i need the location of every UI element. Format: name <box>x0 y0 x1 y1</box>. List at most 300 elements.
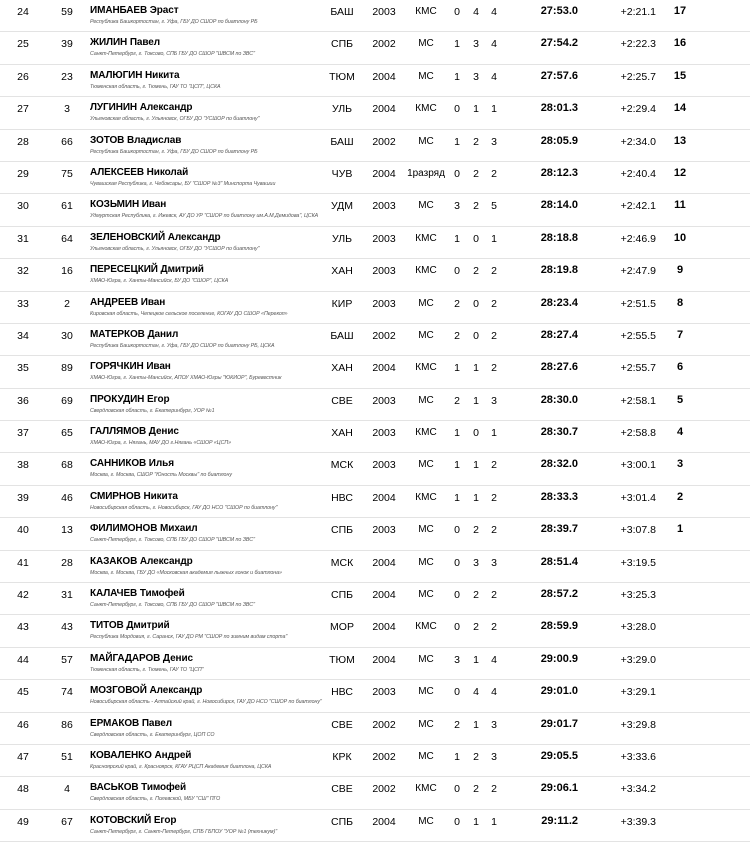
birth-year-cell: 2003 <box>372 524 396 537</box>
team-info: Свердловская область, г. Полевской, МБУ "СШ" ПГО <box>90 796 221 803</box>
birth-year-cell: 2002 <box>372 783 396 796</box>
sport-rank-cell: МС <box>418 200 434 212</box>
athlete-name: КОВАЛЕНКО Андрей <box>90 749 192 761</box>
birth-year-cell: 2003 <box>372 6 396 18</box>
region-cell: КРК <box>332 750 352 763</box>
time-behind-cell: +2:47.9 <box>620 265 656 278</box>
penalty-2-cell: 2 <box>473 524 479 537</box>
penalty-2-cell: 2 <box>473 135 479 148</box>
table-row <box>0 615 750 647</box>
bib-cell: 3 <box>64 103 70 116</box>
time-behind-cell: +3:25.3 <box>620 589 656 602</box>
table-row <box>0 292 750 324</box>
place-cell: 27 <box>17 103 29 116</box>
penalty-1-cell: 0 <box>454 167 460 180</box>
team-info: Республика Мордовия, г. Саранск, ГАУ ДО РМ "СШОР по зимним видам спорта" <box>90 634 288 641</box>
region-cell: СПБ <box>330 815 354 828</box>
penalty-total-cell: 2 <box>491 459 497 472</box>
place-cell: 25 <box>17 38 29 51</box>
penalty-total-cell: 4 <box>491 686 497 699</box>
athlete-name: МОЗГОВОЙ Александр <box>90 685 203 697</box>
penalty-2-cell: 1 <box>473 394 479 407</box>
sport-rank-cell: МС <box>418 750 434 762</box>
sport-rank-cell: КМС <box>415 491 437 503</box>
region-cell: СПБ <box>330 589 354 602</box>
penalty-1-cell: 0 <box>454 783 460 796</box>
bib-cell: 13 <box>61 524 73 537</box>
result-time-cell: 28:23.4 <box>540 296 578 309</box>
result-time-cell: 28:19.8 <box>540 264 578 277</box>
result-time-cell: 28:39.7 <box>540 523 578 536</box>
points-cell: 9 <box>676 264 684 277</box>
team-info: ХМАО-Югра, г. Нягань, МАУ ДО г.Нягань «СШОР «ЦСП» <box>90 440 232 447</box>
bib-cell: 23 <box>61 70 73 83</box>
result-time-cell: 29:11.2 <box>541 814 578 827</box>
penalty-1-cell: 0 <box>454 524 460 537</box>
birth-year-cell: 2003 <box>372 297 396 310</box>
region-cell: БАШ <box>330 135 354 148</box>
bib-cell: 43 <box>61 621 73 634</box>
place-cell: 26 <box>17 70 29 83</box>
athlete-name: МАТЕРКОВ Данил <box>90 328 179 340</box>
sport-rank-cell: КМС <box>415 232 437 244</box>
sport-rank-cell: КМС <box>415 621 437 633</box>
points-cell: 3 <box>676 458 684 471</box>
penalty-1-cell: 1 <box>454 232 460 245</box>
penalty-total-cell: 4 <box>491 70 497 83</box>
bib-cell: 75 <box>61 167 73 180</box>
time-behind-cell: +3:29.1 <box>620 686 656 699</box>
penalty-1-cell: 0 <box>454 621 460 634</box>
team-info: Санкт-Петербург, г. Токсово, СПБ ГБУ ДО СШОР "ШВСМ по ЗВС" <box>90 51 255 58</box>
sport-rank-cell: МС <box>418 589 434 601</box>
penalty-1-cell: 1 <box>454 135 460 148</box>
bib-cell: 16 <box>61 265 73 278</box>
table-row <box>0 97 750 129</box>
sport-rank-cell: МС <box>418 653 434 665</box>
time-behind-cell: +2:58.1 <box>620 394 656 407</box>
table-row <box>0 648 750 680</box>
penalty-total-cell: 1 <box>491 103 497 116</box>
place-cell: 29 <box>17 167 29 180</box>
time-behind-cell: +2:22.3 <box>620 38 656 51</box>
time-behind-cell: +2:55.5 <box>620 329 656 342</box>
birth-year-cell: 2003 <box>372 394 396 407</box>
time-behind-cell: +3:07.8 <box>620 524 656 537</box>
birth-year-cell: 2004 <box>372 70 396 83</box>
athlete-name: КОЗЬМИН Иван <box>90 199 167 211</box>
bib-cell: 30 <box>61 329 73 342</box>
time-behind-cell: +3:19.5 <box>620 556 656 569</box>
time-behind-cell: +3:29.0 <box>620 653 656 666</box>
penalty-2-cell: 2 <box>473 621 479 634</box>
bib-cell: 2 <box>64 297 70 310</box>
athlete-name: ЖИЛИН Павел <box>90 37 161 49</box>
place-cell: 48 <box>17 783 29 796</box>
penalty-total-cell: 2 <box>491 491 497 504</box>
penalty-1-cell: 1 <box>454 491 460 504</box>
sport-rank-cell: КМС <box>415 783 437 795</box>
place-cell: 32 <box>17 265 29 278</box>
sport-rank-cell: МС <box>418 329 434 341</box>
table-row <box>0 324 750 356</box>
bib-cell: 86 <box>61 718 73 731</box>
place-cell: 41 <box>17 556 29 569</box>
sport-rank-cell: МС <box>418 70 434 82</box>
time-behind-cell: +2:58.8 <box>620 427 656 440</box>
team-info: Москва, г. Москва, СШОР "Юность Москвы" по биатлону <box>90 472 232 479</box>
table-row <box>0 194 750 226</box>
birth-year-cell: 2002 <box>372 718 396 731</box>
birth-year-cell: 2004 <box>372 491 396 504</box>
penalty-total-cell: 2 <box>491 167 497 180</box>
birth-year-cell: 2004 <box>372 362 396 375</box>
time-behind-cell: +2:25.7 <box>620 70 656 83</box>
place-cell: 35 <box>17 362 29 375</box>
place-cell: 30 <box>17 200 29 213</box>
place-cell: 49 <box>17 815 29 828</box>
region-cell: НВС <box>331 491 353 504</box>
penalty-2-cell: 0 <box>473 232 479 245</box>
team-info: Кировская область, Чепецкое сельское поселение, КОГАУ ДО СШОР «Перекоп» <box>90 310 288 317</box>
penalty-1-cell: 1 <box>454 70 460 83</box>
sport-rank-cell: МС <box>418 556 434 568</box>
sport-rank-cell: МС <box>418 297 434 309</box>
penalty-total-cell: 2 <box>491 362 497 375</box>
penalty-1-cell: 1 <box>454 362 460 375</box>
result-time-cell: 28:57.2 <box>540 588 578 601</box>
region-cell: МОР <box>330 621 354 634</box>
sport-rank-cell: КМС <box>415 103 437 115</box>
penalty-total-cell: 2 <box>491 524 497 537</box>
bib-cell: 4 <box>64 783 70 796</box>
birth-year-cell: 2004 <box>372 653 396 666</box>
table-row <box>0 227 750 259</box>
athlete-name: ПЕРЕСЕЦКИЙ Дмитрий <box>90 264 204 276</box>
penalty-total-cell: 3 <box>491 135 497 148</box>
points-cell: 14 <box>673 102 687 115</box>
points-cell: 11 <box>674 199 686 212</box>
penalty-total-cell: 2 <box>491 621 497 634</box>
table-row <box>0 486 750 518</box>
region-cell: ХАН <box>331 427 353 440</box>
team-info: Тюменская область, г. Тюмень, ГАУ ТО "ЦСП" <box>90 666 204 673</box>
penalty-2-cell: 1 <box>473 718 479 731</box>
athlete-name: АНДРЕЕВ Иван <box>90 296 166 308</box>
points-cell: 6 <box>676 361 684 374</box>
result-time-cell: 27:54.2 <box>540 37 578 50</box>
sport-rank-cell: КМС <box>415 427 437 439</box>
place-cell: 37 <box>17 427 29 440</box>
place-cell: 44 <box>17 653 29 666</box>
time-behind-cell: +3:00.1 <box>620 459 656 472</box>
penalty-1-cell: 2 <box>454 718 460 731</box>
place-cell: 40 <box>17 524 29 537</box>
region-cell: СВЕ <box>331 718 353 731</box>
table-row <box>0 65 750 97</box>
place-cell: 42 <box>17 589 29 602</box>
region-cell: СВЕ <box>331 394 353 407</box>
points-cell: 2 <box>676 490 684 503</box>
penalty-1-cell: 2 <box>454 394 460 407</box>
table-row <box>0 453 750 485</box>
bib-cell: 59 <box>61 6 73 18</box>
points-cell: 16 <box>673 37 687 50</box>
place-cell: 28 <box>17 135 29 148</box>
athlete-name: ФИЛИМОНОВ Михаил <box>90 523 198 535</box>
penalty-1-cell: 0 <box>454 556 460 569</box>
table-row <box>0 259 750 291</box>
result-time-cell: 28:18.8 <box>540 231 578 244</box>
time-behind-cell: +2:51.5 <box>620 297 656 310</box>
table-row <box>0 551 750 583</box>
athlete-name: ВАСЬКОВ Тимофей <box>90 782 187 794</box>
result-time-cell: 29:00.9 <box>540 652 578 665</box>
penalty-2-cell: 4 <box>473 6 479 18</box>
penalty-2-cell: 1 <box>473 362 479 375</box>
place-cell: 38 <box>17 459 29 472</box>
region-cell: МСК <box>330 459 354 472</box>
time-behind-cell: +2:42.1 <box>620 200 656 213</box>
penalty-total-cell: 4 <box>491 6 497 18</box>
points-cell: 4 <box>676 426 684 439</box>
result-time-cell: 29:01.7 <box>540 717 578 730</box>
place-cell: 24 <box>17 6 29 18</box>
penalty-total-cell: 3 <box>491 556 497 569</box>
birth-year-cell: 2003 <box>372 265 396 278</box>
sport-rank-cell: МС <box>418 686 434 698</box>
result-time-cell: 28:30.7 <box>540 426 578 439</box>
result-time-cell: 29:05.5 <box>540 749 578 762</box>
penalty-1-cell: 1 <box>454 427 460 440</box>
points-cell: 15 <box>673 69 687 82</box>
athlete-name: СМИРНОВ Никита <box>90 490 178 502</box>
points-cell: 8 <box>676 296 684 309</box>
birth-year-cell: 2003 <box>372 459 396 472</box>
athlete-name: АЛЕКСЕЕВ Николай <box>90 166 189 178</box>
sport-rank-cell: МС <box>418 718 434 730</box>
penalty-1-cell: 0 <box>454 589 460 602</box>
table-row <box>0 356 750 388</box>
penalty-1-cell: 0 <box>454 686 460 699</box>
team-info: Республика Башкортостан, г. Уфа, ГБУ ДО СШОР по биатлону РБ <box>90 19 258 25</box>
athlete-name: ИМАНБАЕВ Эраст <box>90 5 179 16</box>
penalty-2-cell: 2 <box>473 200 479 213</box>
penalty-total-cell: 3 <box>491 394 497 407</box>
birth-year-cell: 2003 <box>372 200 396 213</box>
sport-rank-cell: МС <box>418 815 434 827</box>
table-row <box>0 518 750 550</box>
bib-cell: 51 <box>61 750 73 763</box>
birth-year-cell: 2003 <box>372 686 396 699</box>
team-info: ХМАО-Югра, г. Ханты-Мансийск, АПОУ ХМАО-Югры "ЮКИОР", Буревестник <box>90 375 282 382</box>
team-info: Ульяновская область, г. Ульяновск, ОГБУ ДО "УСШОР по биатлону" <box>90 245 260 252</box>
bib-cell: 64 <box>61 232 73 245</box>
athlete-name: ЗОТОВ Владислав <box>90 134 182 146</box>
region-cell: ХАН <box>331 265 353 278</box>
points-cell: 5 <box>676 393 684 406</box>
birth-year-cell: 2004 <box>372 556 396 569</box>
team-info: Красноярский край, г. Красноярск, КГАУ РЦСП Академия биатлона, ЦСКА <box>90 763 272 770</box>
place-cell: 34 <box>17 329 29 342</box>
result-time-cell: 28:12.3 <box>540 166 578 179</box>
table-row <box>0 162 750 194</box>
time-behind-cell: +3:28.0 <box>620 621 656 634</box>
penalty-1-cell: 1 <box>454 750 460 763</box>
penalty-1-cell: 2 <box>454 329 460 342</box>
time-behind-cell: +2:46.9 <box>620 232 656 245</box>
bib-cell: 28 <box>61 556 73 569</box>
penalty-total-cell: 4 <box>491 38 497 51</box>
team-info: Новосибирская область, г. Новосибирск, ГАУ ДО НСО "СШОР по биатлону" <box>90 504 278 511</box>
team-info: Свердловская область, г. Екатеринбург, УОР №1 <box>90 407 215 414</box>
team-info: Республика Башкортостан, г. Уфа, ГБУ ДО СШОР по биатлону РБ, ЦСКА <box>90 342 275 349</box>
table-row <box>0 713 750 745</box>
result-time-cell: 27:57.6 <box>540 69 578 82</box>
table-row <box>0 0 750 32</box>
athlete-name: ЛУГИНИН Александр <box>90 102 193 114</box>
sport-rank-cell: МС <box>418 459 434 471</box>
team-info: Санкт-Петербург, г. Санкт-Петербург, СПБ ГБПОУ "УОР №1 (техникум)" <box>90 828 278 835</box>
region-cell: МСК <box>330 556 354 569</box>
time-behind-cell: +2:21.1 <box>620 6 656 18</box>
penalty-1-cell: 2 <box>454 297 460 310</box>
region-cell: УДМ <box>330 200 354 213</box>
sport-rank-cell: МС <box>418 524 434 536</box>
bib-cell: 68 <box>61 459 73 472</box>
region-cell: ХАН <box>331 362 353 375</box>
result-time-cell: 29:06.1 <box>540 782 578 795</box>
time-behind-cell: +3:01.4 <box>620 491 656 504</box>
place-cell: 45 <box>17 686 29 699</box>
penalty-1-cell: 0 <box>454 265 460 278</box>
region-cell: ТЮМ <box>329 70 355 83</box>
points-cell: 7 <box>676 328 684 341</box>
athlete-name: ЕРМАКОВ Павел <box>90 717 173 729</box>
table-row <box>0 389 750 421</box>
penalty-2-cell: 4 <box>473 686 479 699</box>
athlete-name: МАЙГАДАРОВ Денис <box>90 652 193 664</box>
birth-year-cell: 2002 <box>372 750 396 763</box>
sport-rank-cell: КМС <box>415 6 437 17</box>
athlete-name: ПРОКУДИН Егор <box>90 393 170 405</box>
region-cell: УЛЬ <box>331 103 353 116</box>
points-cell: 12 <box>673 166 687 179</box>
bib-cell: 31 <box>61 589 73 602</box>
team-info: ХМАО-Югра, г. Ханты-Мансийск, БУ ДО "СШОР", ЦСКА <box>90 278 229 285</box>
region-cell: СПБ <box>330 524 354 537</box>
penalty-total-cell: 3 <box>491 718 497 731</box>
penalty-1-cell: 1 <box>454 38 460 51</box>
penalty-2-cell: 1 <box>473 815 479 828</box>
time-behind-cell: +2:55.7 <box>620 362 656 375</box>
place-cell: 43 <box>17 621 29 634</box>
birth-year-cell: 2004 <box>372 167 396 180</box>
athlete-name: КОТОВСКИЙ Егор <box>90 814 177 826</box>
bib-cell: 39 <box>61 38 73 51</box>
penalty-total-cell: 2 <box>491 297 497 310</box>
penalty-2-cell: 2 <box>473 265 479 278</box>
penalty-1-cell: 0 <box>454 815 460 828</box>
birth-year-cell: 2004 <box>372 621 396 634</box>
team-info: Новосибирская область - Алтайский край, г. Новосибирск, ГАУ ДО НСО "СШОР по биатлону" <box>90 699 322 706</box>
team-info: Удмуртская Республика, г. Ижевск, АУ ДО УР "СШОР по биатлону им.А.М.Демидова", ЦСКА <box>90 213 319 220</box>
penalty-1-cell: 0 <box>454 103 460 116</box>
place-cell: 47 <box>17 750 29 763</box>
penalty-total-cell: 1 <box>491 815 497 828</box>
penalty-2-cell: 1 <box>473 103 479 116</box>
athlete-name: САННИКОВ Илья <box>90 458 174 470</box>
penalty-total-cell: 3 <box>491 750 497 763</box>
result-time-cell: 27:53.0 <box>540 5 578 17</box>
result-time-cell: 28:32.0 <box>540 458 578 471</box>
region-cell: УЛЬ <box>331 232 353 245</box>
bib-cell: 69 <box>61 394 73 407</box>
sport-rank-cell: 1разряд <box>407 167 445 179</box>
penalty-2-cell: 0 <box>473 297 479 310</box>
region-cell: БАШ <box>330 6 354 18</box>
bib-cell: 89 <box>61 362 73 375</box>
points-cell: 17 <box>673 5 687 17</box>
penalty-total-cell: 2 <box>491 589 497 602</box>
penalty-2-cell: 3 <box>473 70 479 83</box>
points-cell: 10 <box>673 231 687 244</box>
table-row <box>0 745 750 777</box>
athlete-name: МАЛЮГИН Никита <box>90 69 180 81</box>
bib-cell: 65 <box>61 427 73 440</box>
table-row <box>0 421 750 453</box>
region-cell: КИР <box>331 297 353 310</box>
birth-year-cell: 2002 <box>372 135 396 148</box>
team-info: Санкт-Петербург, г. Токсово, СПБ ГБУ ДО СШОР "ШВСМ по ЗВС" <box>90 602 255 609</box>
region-cell: ЧУВ <box>331 167 353 180</box>
penalty-2-cell: 2 <box>473 167 479 180</box>
result-time-cell: 28:27.6 <box>540 361 578 374</box>
birth-year-cell: 2004 <box>372 589 396 602</box>
penalty-total-cell: 4 <box>491 653 497 666</box>
table-row <box>0 680 750 712</box>
penalty-2-cell: 1 <box>473 491 479 504</box>
bib-cell: 61 <box>61 200 73 213</box>
penalty-2-cell: 2 <box>473 783 479 796</box>
athlete-name: ГОРЯЧКИН Иван <box>90 361 171 373</box>
table-row <box>0 777 750 809</box>
time-behind-cell: +2:29.4 <box>620 103 656 116</box>
region-cell: НВС <box>331 686 353 699</box>
penalty-1-cell: 3 <box>454 653 460 666</box>
result-time-cell: 28:05.9 <box>540 134 578 147</box>
team-info: Свердловская область, г. Екатеринбург, ЦОП СО <box>90 731 215 738</box>
region-cell: ТЮМ <box>329 653 355 666</box>
penalty-total-cell: 5 <box>491 200 497 213</box>
table-row <box>0 32 750 64</box>
birth-year-cell: 2003 <box>372 427 396 440</box>
result-time-cell: 28:30.0 <box>540 393 578 406</box>
athlete-name: ГАЛЛЯМОВ Денис <box>90 426 179 438</box>
athlete-name: КАЛАЧЕВ Тимофей <box>90 588 185 600</box>
time-behind-cell: +2:40.4 <box>620 167 656 180</box>
table-row <box>0 810 750 842</box>
result-time-cell: 29:01.0 <box>540 685 578 698</box>
result-time-cell: 28:14.0 <box>540 199 578 212</box>
time-behind-cell: +3:39.3 <box>620 815 656 828</box>
place-cell: 31 <box>17 232 29 245</box>
birth-year-cell: 2004 <box>372 815 396 828</box>
bib-cell: 46 <box>61 491 73 504</box>
sport-rank-cell: МС <box>418 38 434 50</box>
penalty-2-cell: 2 <box>473 750 479 763</box>
team-info: Республика Башкортостан, г. Уфа, ГБУ ДО СШОР по биатлону РБ <box>90 148 258 155</box>
